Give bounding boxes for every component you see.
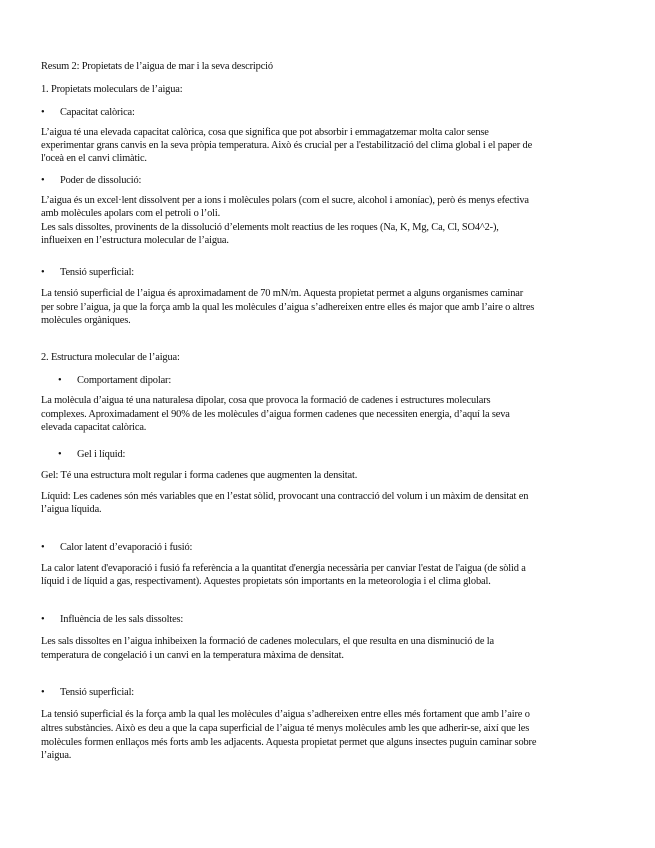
paragraph-line: altres substàncies. Això es deu a que la capa superficial de l’aigua té menys molècules amb les que adherir-se, així que les [41, 723, 530, 734]
paragraph-line: l’aigua líquida. [41, 504, 102, 515]
heading-capacitat-calorica: Capacitat calòrica: [60, 107, 135, 118]
paragraph-line: L’aigua té una elevada capacitat calòrica, cosa que significa que pot absorbir i emmagatzemar molta calor sense [41, 127, 489, 138]
section-1-heading: 1. Propietats moleculars de l’aigua: [41, 84, 183, 95]
paragraph-line: influeixen en l’estructura molecular de l’aigua. [41, 235, 229, 246]
paragraph-line: La molècula d’aigua té una naturalesa dipolar, cosa que provoca la formació de cadenes i estructures moleculars [41, 395, 491, 406]
bullet-marker: • [41, 542, 45, 553]
bullet-marker: • [58, 375, 62, 386]
paragraph-line: experimentar grans canvis en la seva pròpia temperatura. Això és crucial per a l'estabilització del clima global i el paper de [41, 140, 533, 151]
bullet-marker: • [41, 614, 45, 625]
paragraph-line: molècules formen enllaços més forts amb les adjacents. Aquesta propietat permet que alguns insectes puguin caminar sobre [41, 737, 537, 748]
bullet-marker: • [58, 449, 62, 460]
paragraph-line: elevada capacitat calòrica. [41, 422, 147, 433]
paragraph-line: molècules orgàniques. [41, 315, 131, 326]
heading-tensio-superficial-2: Tensió superficial: [60, 687, 135, 698]
paragraph-line: amb molècules apolars com el petroli o l’oli. [41, 208, 221, 219]
heading-tensio-superficial: Tensió superficial: [60, 267, 135, 278]
paragraph-line: La tensió superficial de l’aigua és aproximadament de 70 mN/m. Aquesta propietat permet a alguns organismes caminar [41, 288, 524, 299]
document-title: Resum 2: Propietats de l’aigua de mar i la seva descripció [41, 61, 273, 72]
paragraph-line: temperatura de congelació i un canvi en la temperatura màxima de densitat. [41, 650, 344, 661]
paragraph-line: complexes. Aproximadament el 90% de les molècules d’aigua formen cadenes que necessiten energia, d’aquí la seva [41, 409, 510, 420]
paragraph-line: La tensió superficial és la força amb la qual les molècules d’aigua s’adhereixen entre elles més fortament que amb l’aire o [41, 709, 530, 720]
bullet-marker: • [41, 107, 45, 118]
paragraph-line: per sobre l’aigua, ja que la força amb la qual les molècules d’aigua s’adhereixen entre elles és major que amb l’aire o altres [41, 302, 535, 313]
bullet-marker: • [41, 175, 45, 186]
paragraph-line: Líquid: Les cadenes són més variables que en l’estat sòlid, provocant una contracció del volum i un màxim de densitat en [41, 491, 529, 502]
bullet-marker: • [41, 687, 45, 698]
heading-comportament-dipolar: Comportament dipolar: [77, 375, 172, 386]
section-2-heading: 2. Estructura molecular de l’aigua: [41, 352, 180, 363]
paragraph-line: Les sals dissoltes, provinents de la dissolució d’elements molt reactius de les roques (Na, K, Mg, Ca, Cl, SO4^2-), [41, 222, 499, 233]
paragraph-line: Gel: Té una estructura molt regular i forma cadenes que augmenten la densitat. [41, 470, 358, 481]
bullet-marker: • [41, 267, 45, 278]
paragraph-line: l’aigua. [41, 750, 72, 761]
paragraph-line: líquid i de líquid a gas, respectivament). Aquestes propietats són importants en la meteorologia i el clima global. [41, 576, 491, 587]
paragraph-line: l'oceà en el canvi climàtic. [41, 153, 147, 164]
heading-gel-liquid: Gel i líquid: [77, 449, 126, 460]
heading-influencia-sals: Influència de les sals dissoltes: [60, 614, 184, 625]
paragraph-line: L’aigua és un excel·lent dissolvent per a ions i molècules polars (com el sucre, alcohol i amoníac), però és menys efectiva [41, 195, 529, 206]
heading-poder-dissolucio: Poder de dissolució: [60, 175, 142, 186]
heading-calor-latent: Calor latent d’evaporació i fusió: [60, 542, 193, 553]
paragraph-line: La calor latent d'evaporació i fusió fa referència a la quantitat d'energia necessària per canviar l'estat de l'aigua (de sòlid a [41, 563, 526, 574]
paragraph-line: Les sals dissoltes en l’aigua inhibeixen la formació de cadenes moleculars, el que resulta en una disminució de la [41, 636, 494, 647]
